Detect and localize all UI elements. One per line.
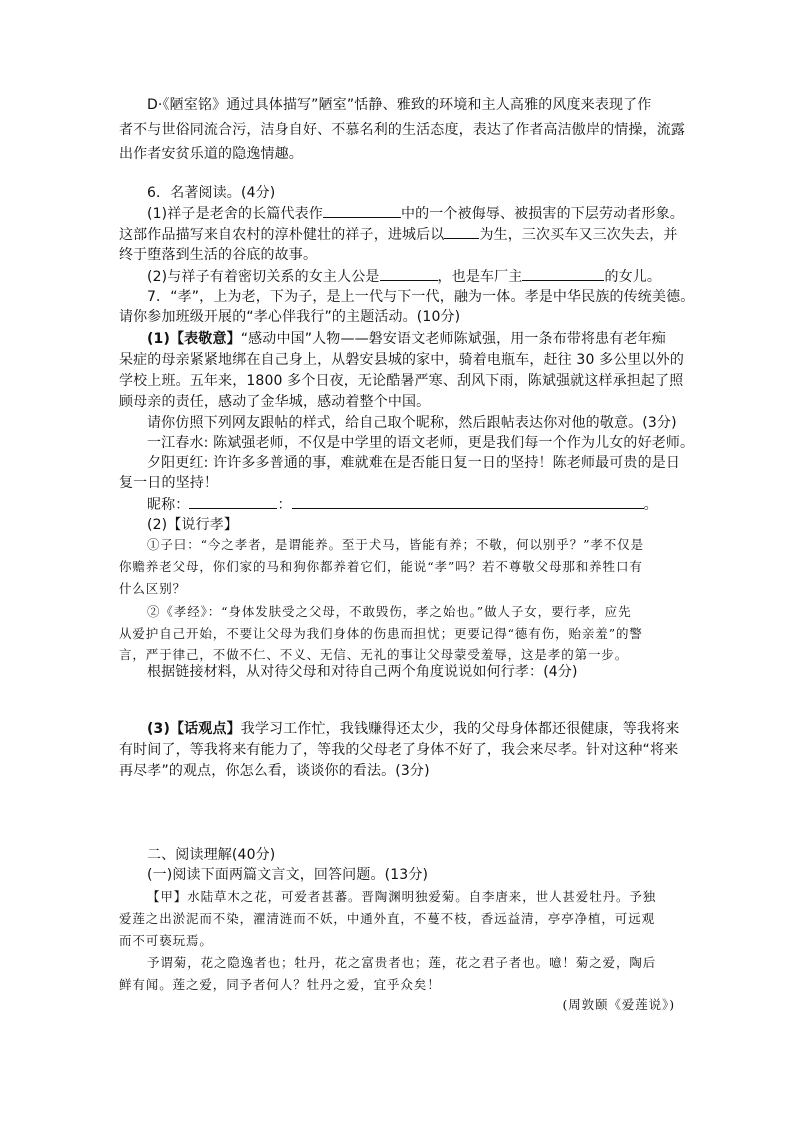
q7-intro-line1: 7．“孝”，上为老，下为子，是上一代与下一代，融为一体。孝是中华民族的传统美德。 [147,289,695,305]
part2-subtitle: (一)阅读下面两篇文言文，回答问题。(13分) [147,867,429,883]
q7-s3-line2: 有时间了，等我将来有能力了，等我的父母老了身体不好了，我会来尽孝。针对这种“将来 [119,742,679,758]
q7-s2-task: 根据链接材料，从对待父母和对待自己两个角度说说如何行孝：(4分) [147,664,578,680]
q6-p2-line [147,266,717,287]
q6-p1-line3: 终于堕落到生活的谷底的故事。 [119,247,318,263]
nickname-colon: ： [277,497,292,513]
q7-s1-nickname-row [147,494,717,515]
q6-p2-text-a: (2)与祥子有着密切关系的女主人公是 [147,269,380,285]
nickname-label: 昵称： [147,497,190,513]
q7-s1-line1 [147,329,717,349]
nickname-end: 。 [643,497,658,513]
q7-s2-material2c: 言，严于律己，不做不仁、不义、无信、无礼的事让父母蒙受羞辱，这是孝的第一步。 [119,647,629,662]
q7-s1-line4: 顾母亲的责任，感动了金华城，感动着整个中国。 [119,394,431,410]
q7-s1-line2: 呆症的母亲紧紧地绑在自己身上，从磐安县城的家中，骑着电瓶车，赶往 30 多公里以外的 [119,352,685,368]
q7-s3-line3: 再尽孝”的观点，你怎么看，谈谈你的看法。(3分) [119,763,430,779]
q7-s1-label: (1)【表敬意】 [147,331,241,347]
q6-p1-line1 [147,203,717,224]
q7-s1-line3: 学校上班。五年来，1800 多个日夜，无论酷暑严寒、刮风下雨，陈斌强就这样承担起了照 [119,373,684,389]
q7-s1-example1: 一江春水: 陈斌强老师，不仅是中学里的语文老师，更是我们每一个作为儿女的好老师。 [147,435,695,451]
q7-s2-material2b: 从爱护自己开始，不要让父母为我们身体的伤患而担忧；更要记得“德有伤，贻亲羞”的警 [119,626,643,641]
passage-a-line5: 鲜有闻。莲之爱，同予者何人？牡丹之爱，宜乎众矣！ [119,977,441,992]
q7-s2-material2a: ②《孝经》：“身体发肤受之父母，不敢毁伤，孝之始也。”做人子女，要行孝，应先 [147,604,632,619]
q6-p2-text-c: 的女儿。 [604,269,662,285]
reply-input[interactable] [292,494,644,509]
passage-a-line2: 爱莲之出淤泥而不染，濯清涟而不妖，中通外直，不蔓不枝，香远益清，亭亭净植，可远观 [119,911,656,926]
q7-s3-label: (3)【话观点】 [147,721,241,737]
q7-intro-line2: 请你参加班级开展的“孝心伴我行”的主题活动。(10分) [119,309,461,325]
q6-p1-line2 [119,224,689,245]
q6-p1-text-a: (1)祥子是老舍的长篇代表作 [147,206,323,222]
passage-a-line1: 【甲】水陆草木之花，可爱者甚蕃。晋陶渊明独爱菊。自李唐来，世人甚爱牡丹。予独 [147,889,657,904]
blank-heroine[interactable] [380,266,438,281]
q7-s1-example2a: 夕阳更红: 许许多多普通的事，难就难在是否能日复一日的坚持！陈老师最可贵的是日 [147,455,681,471]
blank-owner[interactable] [522,266,604,281]
q6-p1-text-d: 为生，三次买车又三次失去，并 [479,227,678,243]
q6-title: 6．名著阅读。(4分) [147,185,276,201]
passage-a-line4: 予谓菊，花之隐逸者也；牡丹，花之富贵者也；莲，花之君子者也。噫！菊之爱，陶后 [147,955,657,970]
passage-a-line3: 而不可亵玩焉。 [119,933,213,948]
option-d-line3: 出作者安贫乐道的隐逸情趣。 [119,146,303,162]
q6-p1-text-b: 中的一个被侮辱、被损害的下层劳动者形象。 [400,206,684,222]
blank-livelihood[interactable] [444,224,479,239]
q6-p2-text-b: ，也是车厂主 [437,269,523,285]
q7-s2-label: (2)【说行孝】 [147,517,239,533]
part2-title: 二、阅读理解(40分) [147,847,276,863]
q6-p1-text-c: 这部作品描写来自农村的淳朴健壮的祥子，进城后以 [119,227,445,243]
q7-s2-material1c: 什么区别？ [119,581,187,596]
option-d-line2: 者不与世俗同流合污，洁身自好、不慕名利的生活态度，表达了作者高洁傲岸的情操，流露 [119,122,685,138]
nickname-input[interactable] [189,494,277,509]
q7-s1-task: 请你仿照下列网友跟帖的样式，给自己取个昵称，然后跟帖表达你对他的敬意。(3分) [147,415,677,431]
passage-a-source: (周敦颐《爱莲说》) [562,997,675,1012]
q7-s2-material1b: 你赡养老父母，你们家的马和狗你都养着它们，能说“孝”吗？若不尊敬父母那和养牲口有 [119,559,643,574]
q7-s2-material1a: ①子曰：“今之孝者，是谓能养。至于犬马，皆能有养；不敬，何以别乎？”孝不仅是 [147,537,644,552]
option-d-line1: D·《陋室铭》通过具体描写”陋室”恬静、雅致的环境和主人高雅的风度来表现了作 [147,97,652,113]
blank-novel-name[interactable] [323,203,401,218]
q7-s1-text1: “感动中国”人物——磐安语文老师陈斌强，用一条布带将患有老年痴 [240,331,666,347]
q7-s1-example2b: 复一日的坚持！ [119,475,219,491]
q7-s3-line1 [147,719,717,739]
q7-s3-text1: 我学习工作忙，我钱赚得还太少，我的父母身体都还很健康，等我将来 [240,721,680,737]
